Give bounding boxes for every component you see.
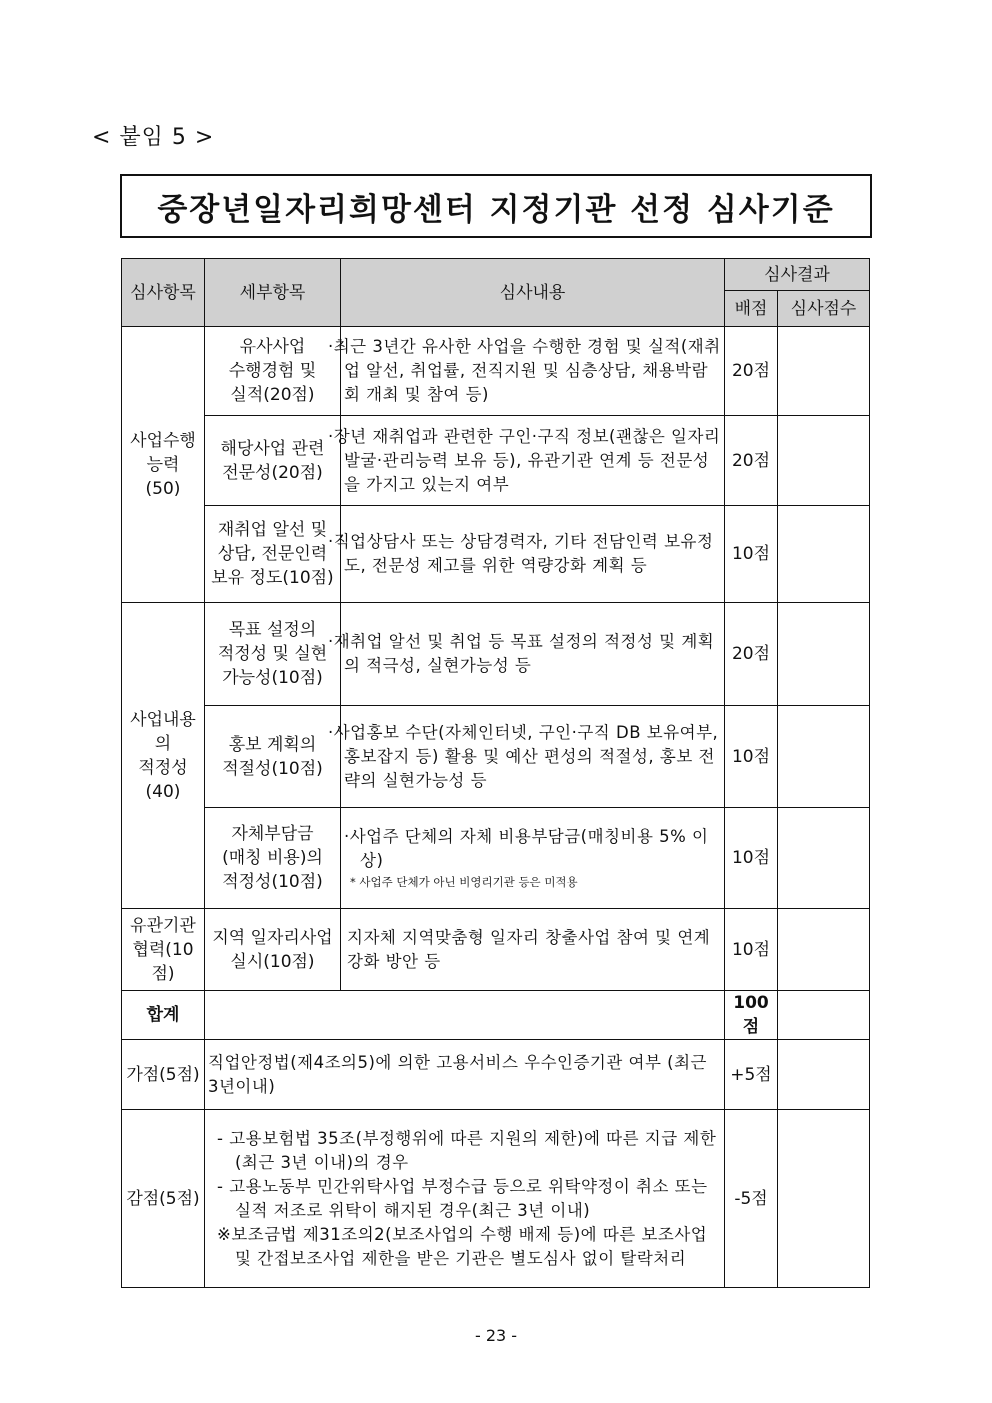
content-text: ·사업주 단체의 자체 비용부담금(매칭비용 5% 이상) xyxy=(344,827,709,870)
penalty-content xyxy=(205,1110,725,1288)
table-row xyxy=(122,909,870,991)
points-cell: 20점 xyxy=(725,603,778,706)
content-cell: ·사업홍보 수단(자체인터넷, 구인·구직 DB 보유여부, 홍보잡지 등) 활용 및 예산 편성의 적절성, 홍보 전략의 실현가능성 등 xyxy=(341,706,725,808)
content-cell xyxy=(341,808,725,909)
total-row xyxy=(122,991,870,1040)
bonus-points: +5점 xyxy=(725,1040,778,1110)
total-empty xyxy=(205,991,725,1040)
group-name: 유관기관 협력(10점) xyxy=(122,909,205,991)
table-row xyxy=(122,603,870,706)
bonus-score-cell[interactable] xyxy=(778,1040,870,1110)
criteria-table xyxy=(121,258,870,1288)
points-cell: 20점 xyxy=(725,327,778,416)
total-label: 합계 xyxy=(122,991,205,1040)
score-cell[interactable] xyxy=(778,327,870,416)
score-cell[interactable] xyxy=(778,808,870,909)
bonus-label: 가점(5점) xyxy=(122,1040,205,1110)
penalty-item: ※보조금법 제31조의2(보조사업의 수행 배제 등)에 따른 보조사업 및 간접보조사업 제한을 받은 기관은 별도심사 없이 탈락처리 xyxy=(217,1224,708,1268)
detail-cell: 홍보 계획의 적절성(10점) xyxy=(205,706,341,808)
points-cell: 20점 xyxy=(725,416,778,506)
penalty-row xyxy=(122,1110,870,1288)
bonus-content: 직업안정법(제4조의5)에 의한 고용서비스 우수인증기관 여부 (최근 3년이내) xyxy=(205,1040,725,1110)
content-cell: 지자체 지역맞춤형 일자리 창출사업 참여 및 연계 강화 방안 등 xyxy=(341,909,725,991)
total-score-cell[interactable] xyxy=(778,991,870,1040)
content-cell: ·재취업 알선 및 취업 등 목표 설정의 적정성 및 계획의 적극성, 실현가능성 등 xyxy=(341,603,725,706)
header-score: 심사점수 xyxy=(778,291,870,327)
detail-cell: 유사사업 수행경험 및 실적(20점) xyxy=(205,327,341,416)
content-cell: ·장년 재취업과 관련한 구인·구직 정보(괜찮은 일자리 발굴·관리능력 보유 등), 유관기관 연계 등 전문성을 가지고 있는지 여부 xyxy=(341,416,725,506)
penalty-label: 감점(5점) xyxy=(122,1110,205,1288)
table-row xyxy=(122,706,870,808)
penalty-item: - 고용보험법 35조(부정행위에 따른 지원의 제한)에 따른 지급 제한(최근 3년 이내)의 경우 xyxy=(217,1128,717,1172)
group-name: 사업내용의 적정성 (40) xyxy=(122,603,205,909)
score-cell[interactable] xyxy=(778,416,870,506)
detail-cell: 해당사업 관련 전문성(20점) xyxy=(205,416,341,506)
footnote: * 사업주 단체가 아닌 비영리기관 등은 미적용 xyxy=(350,875,578,889)
header-content: 심사내용 xyxy=(341,259,725,327)
title-box xyxy=(120,174,872,238)
page-number: - 23 - xyxy=(474,1326,518,1345)
group-name: 사업수행 능력 (50) xyxy=(122,327,205,603)
points-cell: 10점 xyxy=(725,909,778,991)
content-cell: ·직업상담사 또는 상담경력자, 기타 전담인력 보유정도, 전문성 제고를 위한 역량강화 계획 등 xyxy=(341,506,725,603)
header-detail: 세부항목 xyxy=(205,259,341,327)
score-cell[interactable] xyxy=(778,909,870,991)
table-row xyxy=(122,327,870,416)
table-row xyxy=(122,808,870,909)
detail-cell: 자체부담금 (매칭 비용)의 적정성(10점) xyxy=(205,808,341,909)
content-cell: ·최근 3년간 유사한 사업을 수행한 경험 및 실적(재취업 알선, 취업률, 전직지원 및 심층상담, 채용박람회 개최 및 참여 등) xyxy=(341,327,725,416)
score-cell[interactable] xyxy=(778,706,870,808)
penalty-item: - 고용노동부 민간위탁사업 부정수급 등으로 위탁약정이 취소 또는 실적 저조로 위탁이 해지된 경우(최근 3년 이내) xyxy=(217,1176,708,1220)
score-cell[interactable] xyxy=(778,603,870,706)
score-cell[interactable] xyxy=(778,506,870,603)
header-category: 심사항목 xyxy=(122,259,205,327)
points-cell: 10점 xyxy=(725,808,778,909)
points-cell: 10점 xyxy=(725,706,778,808)
detail-cell: 지역 일자리사업 실시(10점) xyxy=(205,909,341,991)
detail-cell: 목표 설정의 적정성 및 실현 가능성(10점) xyxy=(205,603,341,706)
detail-cell: 재취업 알선 및 상담, 전문인력 보유 정도(10점) xyxy=(205,506,341,603)
attachment-label: < 붙임 5 > xyxy=(92,125,215,150)
points-cell: 10점 xyxy=(725,506,778,603)
table-row xyxy=(122,416,870,506)
header-points: 배점 xyxy=(725,291,778,327)
total-points: 100점 xyxy=(725,991,778,1040)
header-result: 심사결과 xyxy=(725,259,870,291)
table-row xyxy=(122,506,870,603)
document-title: 중장년일자리희망센터 지정기관 선정 심사기준 xyxy=(157,191,835,228)
bonus-row xyxy=(122,1040,870,1110)
penalty-score-cell[interactable] xyxy=(778,1110,870,1288)
penalty-points: -5점 xyxy=(725,1110,778,1288)
